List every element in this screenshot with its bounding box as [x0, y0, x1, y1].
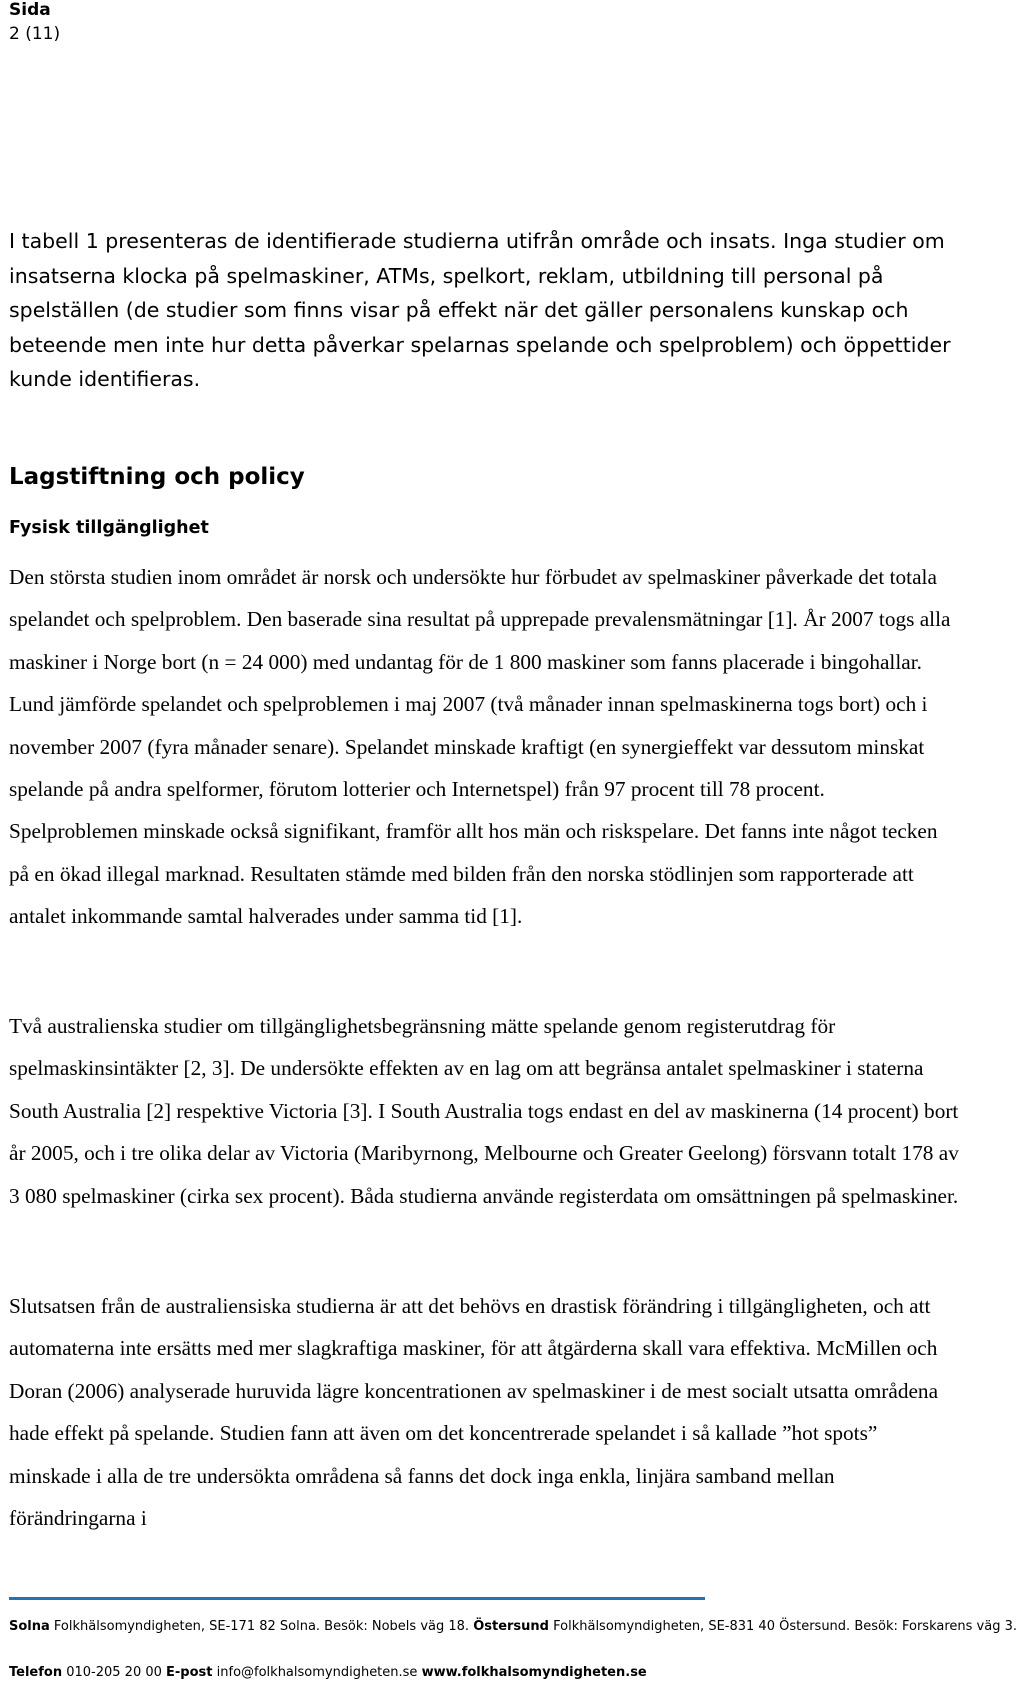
footer-addresses	[9, 1618, 1017, 1636]
footer-contact	[9, 1664, 647, 1682]
body-paragraph-australia: Två australienska studier om tillgänglighetsbegränsning mätte spelande genom registerutdrag för spelmaskinsintäkter [2, 3]. De undersökte effekten av en lag om att begränsa antalet spelmaskiner i staterna South Australia [2] respektive Victoria [3]. I South Australia togs endast en del av maskinerna (14 procent) bort år 2005, och i tre olika delar av Victoria (Maribyrnong, Melbourne och Greater Geelong) försvann totalt 178 av 3 080 spelmaskiner (cirka sex procent). Båda studierna använde registerdata om omsättningen på spelmaskiner.	[9, 1014, 959, 1208]
footer-phone-label: Telefon	[9, 1665, 63, 1680]
footer-address-ostersund: Folkhälsomyndigheten, SE-831 40 Östersund. Besök: Forskarens väg 3.	[553, 1619, 1017, 1634]
footer-city-solna: Solna	[9, 1619, 50, 1634]
footer-website-link[interactable]: www.folkhalsomyndigheten.se	[421, 1665, 647, 1680]
footer-email-link[interactable]: info@folkhalsomyndigheten.se	[216, 1665, 418, 1680]
footer-address-solna: Folkhälsomyndigheten, SE-171 82 Solna. Besök: Nobels väg 18.	[53, 1619, 470, 1634]
body-paragraph-norway: Den största studien inom området är norsk och undersökte hur förbudet av spelmaskiner påverkade det totala spelandet och spelproblem. Den baserade sina resultat på upprepade prevalensmätningar [1]. År 2007 togs alla maskiner i Norge bort (n = 24 000) med undantag för de 1 800 maskiner som fanns placerade i bingohallar. Lund jämförde spelandet och spelproblemen i maj 2007 (två månader innan spelmaskinerna togs bort) och i november 2007 (fyra månader senare). Spelandet minskade kraftigt (en synergieffekt var dessutom minskat spelande på andra spelformer, förutom lotterier och Internetspel) från 97 procent till 78 procent. Spelproblemen minskade också signifikant, framför allt hos män och riskspelare. Det fanns inte något tecken på en ökad illegal marknad. Resultaten stämde med bilden från den norska stödlinjen som rapporterade att antalet inkommande samtal halverades under samma tid [1].	[9, 565, 951, 929]
subsection-heading: Fysisk tillgänglighet	[9, 518, 209, 538]
footer-divider	[9, 1597, 705, 1600]
footer-email-label: E-post	[166, 1665, 213, 1680]
section-heading: Lagstiftning och policy	[9, 464, 305, 490]
page-label: Sida	[9, 0, 51, 20]
body-paragraph-conclusion: Slutsatsen från de australiensiska studierna är att det behövs en drastisk förändring i tillgängligheten, och att automaterna inte ersätts med mer slagkraftiga maskiner, för att åtgärderna skall vara effektiva. McMillen och Doran (2006) analyserade huruvida lägre koncentrationen av spelmaskiner i de mest socialt utsatta områdena hade effekt på spelande. Studien fann att även om det koncentrerade spelandet i så kallade ”hot spots” minskade i alla de tre undersökta områdena så fanns det dock inga enkla, linjära samband mellan förändringarna i	[9, 1294, 939, 1531]
page-header	[9, 0, 60, 46]
page-number: 2 (11)	[9, 24, 61, 44]
footer-city-ostersund: Östersund	[473, 1619, 549, 1634]
intro-paragraph: I tabell 1 presenteras de identifierade studierna utifrån område och insats. Inga studier om insatserna klocka på spelmaskiner, ATMs, spelkort, reklam, utbildning till personal på spelställen (de studier som finns visar på effekt när det gäller personalens kunskap och beteende men inte hur detta påverkar spelarnas spelande och spelproblem) och öppettider kunde identifieras.	[9, 229, 951, 391]
footer-phone: 010-205 20 00	[66, 1665, 162, 1680]
